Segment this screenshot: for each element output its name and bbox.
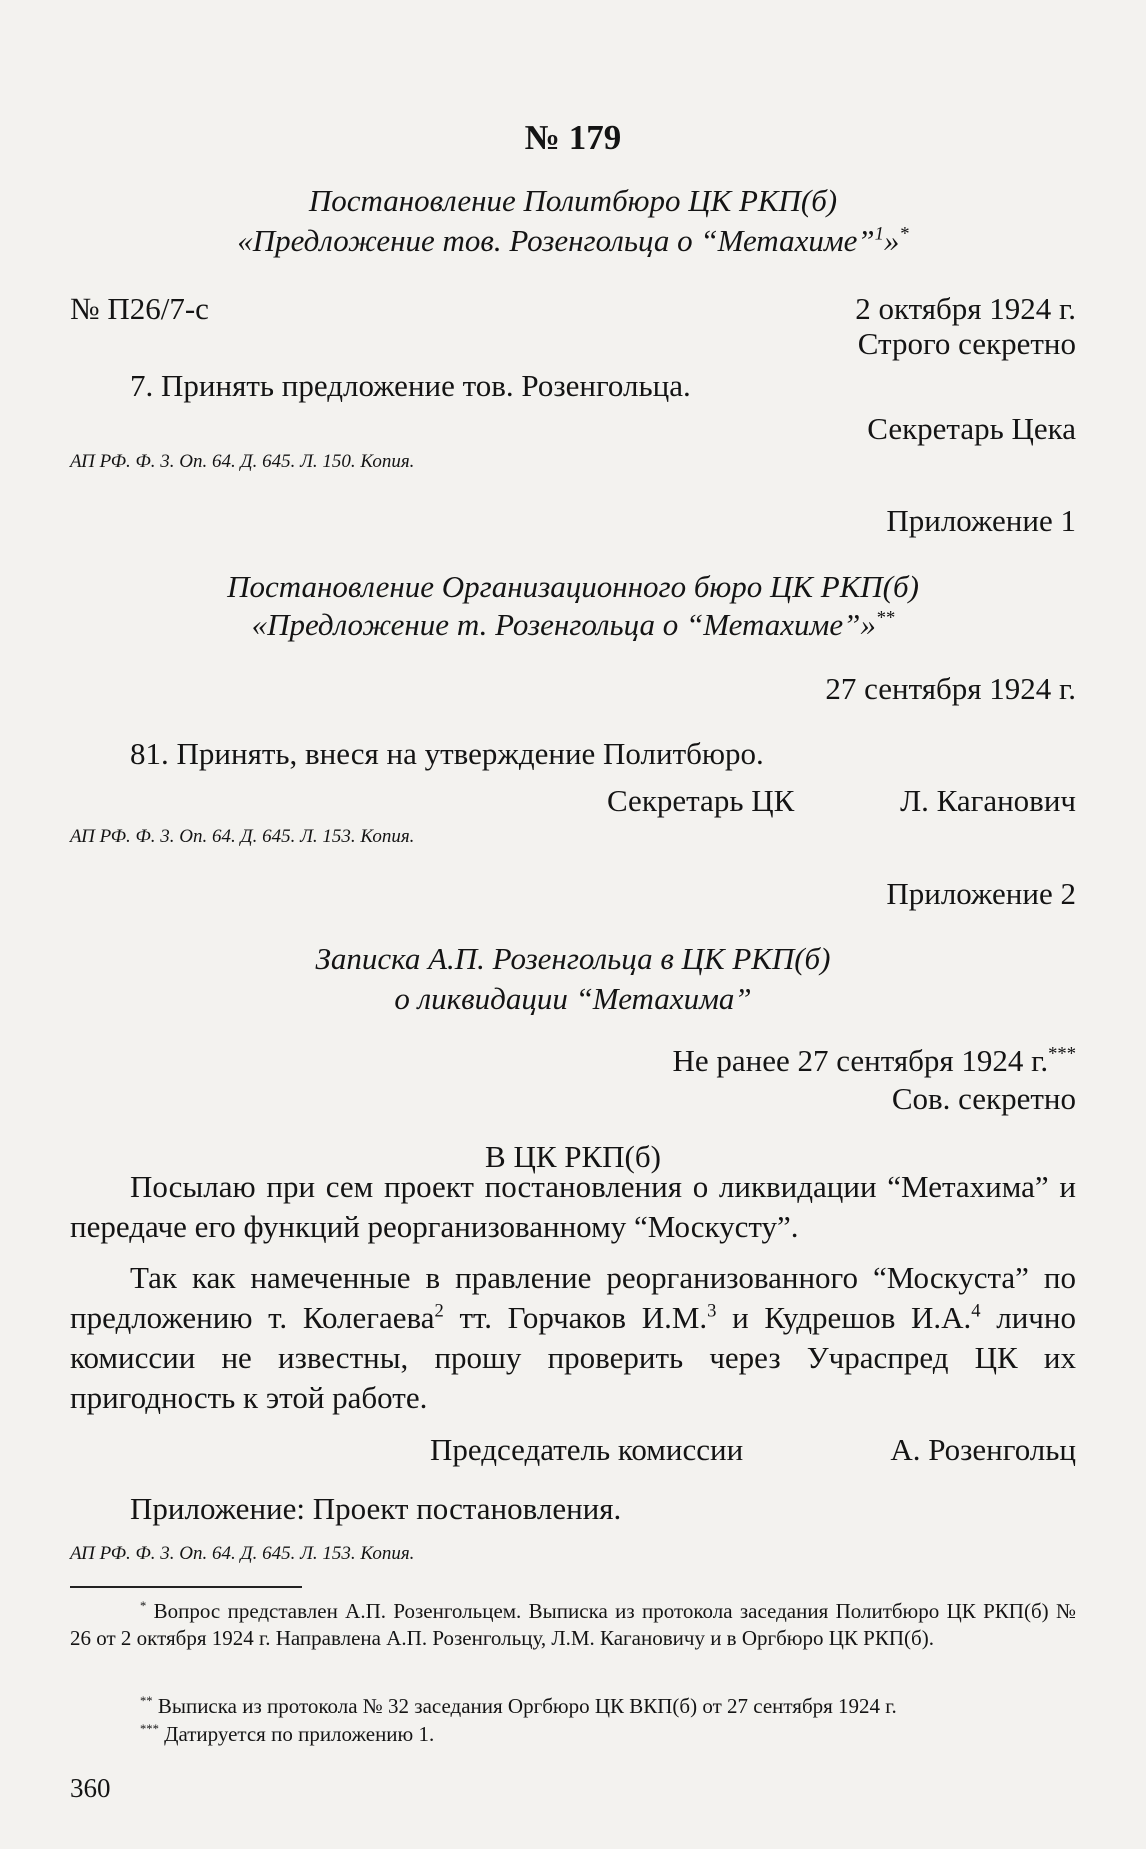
signer-3-role: Председатель комиссии (430, 1432, 744, 1467)
decision-item-7: 7. Принять предложение тов. Розенгольца. (130, 368, 691, 403)
archive-source-1: АП РФ. Ф. 3. Оп. 64. Д. 645. Л. 150. Копия. (70, 451, 415, 472)
footnote-3 (140, 1721, 434, 1748)
archive-source-2: АП РФ. Ф. 3. Оп. 64. Д. 645. Л. 153. Копия. (70, 826, 415, 847)
registration-number: № П26/7-с (70, 291, 209, 326)
org-title-line-2 (0, 606, 1146, 644)
title-line-1: Постановление Политбюро ЦК РКП(б) (308, 183, 838, 218)
signer-2-name: Л. Каганович (900, 783, 1076, 818)
footnote-2-text: Выписка из протокола № 32 заседания Оргбюро ЦК ВКП(б) от 27 сентября 1924 г. (157, 1694, 897, 1718)
footnote-1-text: Вопрос представлен А.П. Розенгольцем. Выписка из протокола заседания Политбюро ЦК РКП(б) № 26 от 2 октября 1924 г. Направлена А.П. Розенгольцу, Л.М. Кагановичу и в Оргбюро ЦК РКП(б). (70, 1599, 1077, 1650)
attachment-note: Приложение: Проект постановления. (130, 1491, 622, 1526)
secrecy-stamp-3: Сов. секретно (891, 1081, 1076, 1116)
org-title-line-2-text: «Предложение т. Розенгольца о “Метахиме”» (251, 607, 876, 642)
date-2: 27 сентября 1924 г. (825, 671, 1076, 706)
footnote-star-2: ** (875, 607, 895, 629)
note-title-line-1: Записка А.П. Розенгольца в ЦК РКП(б) (315, 941, 831, 976)
appendix-1-label: Приложение 1 (886, 503, 1076, 538)
date-3 (672, 1042, 1076, 1080)
para2-part-c: и Кудрешов И.А. (716, 1300, 972, 1335)
footnote-ref-1: 1 (874, 223, 884, 245)
para2-part-d: лично комиссии не известны, прошу проверить через Учраспред ЦК их пригодность к этой работе. (70, 1300, 1076, 1415)
footnote-star-3: *** (1048, 1043, 1076, 1065)
signer-3-name: А. Розенгольц (890, 1432, 1076, 1467)
para2-part-a: Так как намеченные в правление реорганизованного “Москуста” по предложению т. Колегаева (70, 1260, 1076, 1335)
footnote-star-1: * (899, 223, 909, 245)
date-1: 2 октября 1924 г. (855, 291, 1076, 326)
title-line-2 (0, 222, 1146, 260)
footnote-divider (70, 1586, 302, 1588)
archive-source-3: АП РФ. Ф. 3. Оп. 64. Д. 645. Л. 153. Копия. (70, 1543, 415, 1564)
footnote-1-mark: * (140, 1599, 147, 1613)
note-ref-3: 3 (707, 1300, 717, 1322)
org-title-line-1: Постановление Организационного бюро ЦК РКП(б) (227, 569, 919, 604)
title-line-2-suffix: » (883, 223, 900, 258)
letter-paragraph-1: Посылаю при сем проект постановления о ликвидации “Метахима” и передаче его функций реорганизованному “Москусту”. (70, 1169, 1076, 1244)
footnote-2-mark: ** (140, 1694, 153, 1708)
para2-part-b: тт. Горчаков И.М. (443, 1300, 708, 1335)
note-title-line-2: о ликвидации “Метахима” (394, 981, 752, 1016)
page-number: 360 (70, 1773, 111, 1803)
title-line-2-text: «Предложение тов. Розенгольца о “Метахиме” (237, 223, 875, 258)
letter-paragraph-2 (70, 1258, 1076, 1418)
signer-2-role: Секретарь ЦК (607, 783, 795, 818)
footnote-1 (70, 1598, 1076, 1652)
appendix-2-label: Приложение 2 (886, 876, 1076, 911)
addressee: В ЦК РКП(б) (485, 1139, 661, 1174)
secrecy-stamp-1: Строго секретно (857, 326, 1076, 361)
decision-item-81: 81. Принять, внеся на утверждение Политбюро. (130, 736, 764, 771)
note-ref-4: 4 (971, 1300, 981, 1322)
document-number: № 179 (524, 118, 622, 157)
footnote-2 (140, 1693, 897, 1720)
signer-1: Секретарь Цека (867, 411, 1076, 446)
date-3-text: Не ранее 27 сентября 1924 г. (672, 1043, 1049, 1078)
footnote-3-mark: *** (140, 1722, 159, 1736)
note-ref-2: 2 (434, 1300, 444, 1322)
footnote-3-text: Датируется по приложению 1. (164, 1722, 435, 1746)
